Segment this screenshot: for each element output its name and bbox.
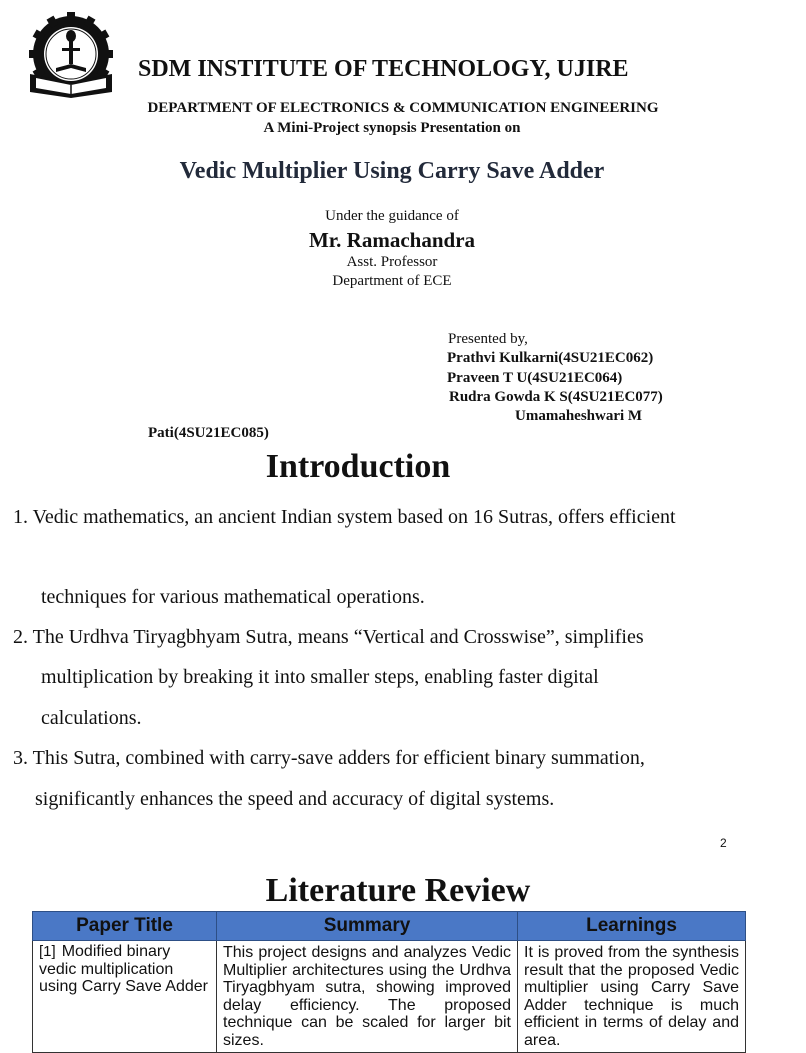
guide-role: Asst. Professor (346, 254, 438, 270)
presenter-name: Rudra Gowda K S(4SU21EC077) (449, 389, 663, 405)
presentation-subtitle: A Mini-Project synopsis Presentation on (263, 120, 521, 136)
column-header: Paper Title (33, 912, 217, 941)
column-header: Learnings (518, 912, 746, 941)
institute-name: SDM INSTITUTE OF TECHNOLOGY, UJIRE (138, 56, 629, 82)
intro-line: calculations. (41, 707, 142, 729)
page-number: 2 (720, 836, 727, 850)
introduction-slide (0, 432, 768, 864)
literature-review-slide (0, 864, 768, 1049)
slide-title: Introduction (265, 448, 451, 485)
reference-number: [1] (39, 943, 56, 960)
project-title: Vedic Multiplier Using Carry Save Adder (179, 158, 605, 184)
learnings-cell: It is proved from the synthesis result that the proposed Vedic multiplier using Carry Save Adder technique is much efficient in terms of delay and area. (518, 941, 746, 1053)
guide-department: Department of ECE (332, 273, 452, 289)
presented-by-label: Presented by, (448, 331, 528, 347)
table-header-row (33, 912, 746, 941)
intro-line: multiplication by breaking it into smaller steps, enabling faster digital (41, 666, 599, 688)
presenter-name: Umamaheshwari M (515, 408, 643, 424)
title-slide (0, 0, 768, 441)
department-name: DEPARTMENT OF ELECTRONICS & COMMUNICATION ENGINEERING (147, 100, 659, 116)
intro-line: 2. The Urdhva Tiryagbhyam Sutra, means “Vertical and Crosswise”, simplifies (13, 626, 644, 648)
intro-line: 1. Vedic mathematics, an ancient Indian system based on 16 Sutras, offers efficient (13, 506, 676, 528)
intro-line: techniques for various mathematical operations. (41, 586, 425, 608)
institute-logo-icon (16, 12, 126, 100)
slide-title: Literature Review (265, 872, 531, 909)
intro-line: 3. This Sutra, combined with carry-save adders for efficient binary summation, (13, 747, 645, 769)
paper-title-cell (33, 941, 217, 1053)
presenter-name-cutoff: Pati(4SU21EC085) (148, 425, 269, 441)
guide-name: Mr. Ramachandra (308, 228, 476, 252)
presenter-name: Prathvi Kulkarni(4SU21EC062) (447, 350, 654, 366)
paper-title: Modified binary vedic multiplication using Carry Save Adder (39, 943, 208, 995)
intro-line: significantly enhances the speed and accuracy of digital systems. (35, 788, 555, 810)
column-header: Summary (217, 912, 518, 941)
guidance-label: Under the guidance of (325, 208, 459, 224)
summary-cell: This project designs and analyzes Vedic Multiplier architectures using the Urdhva Tiryagbhyam sutra, showing improved delay efficiency. The proposed technique can be scaled for larger bit sizes. (217, 941, 518, 1053)
literature-table (32, 911, 746, 1053)
table-row (33, 941, 746, 1053)
presenter-name: Praveen T U(4SU21EC064) (447, 370, 623, 386)
